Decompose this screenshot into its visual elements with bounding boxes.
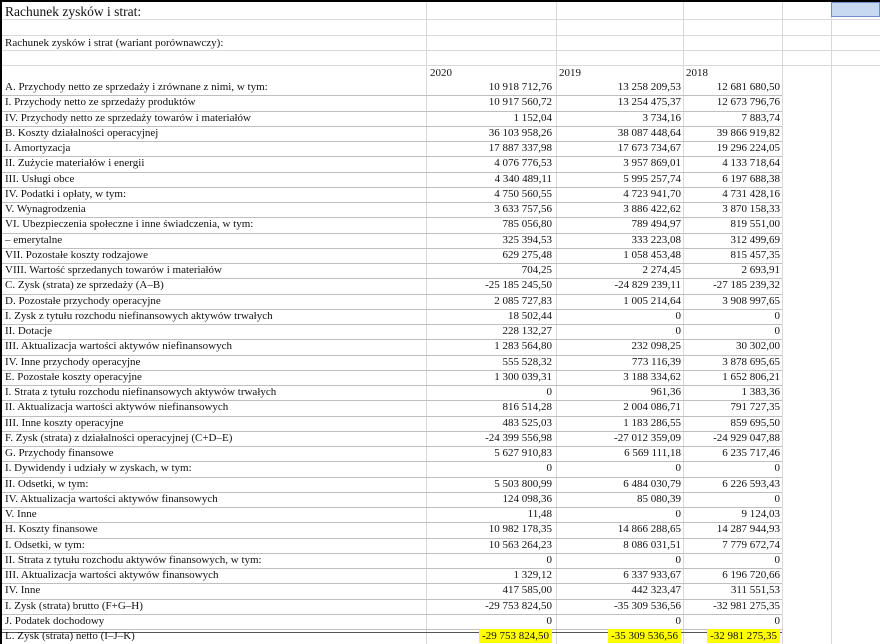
row-label: III. Aktualizacja wartości aktywów niefinansowych (5, 340, 232, 352)
row-value-2019: 6 569 111,18 (624, 447, 681, 459)
row-value-2020: -25 185 245,50 (485, 279, 552, 291)
row-value-2018: 4 133 718,64 (722, 157, 780, 169)
row-value-2018: 791 727,35 (730, 401, 780, 413)
row-label: I. Przychody netto ze sprzedaży produktów (5, 96, 196, 108)
row-value-2018: 3 878 695,65 (722, 356, 780, 368)
row-value-2018: 3 908 997,65 (722, 295, 780, 307)
spreadsheet (2, 2, 880, 644)
row-value-2020: 0 (546, 462, 552, 474)
row-label: III. Usługi obce (5, 173, 75, 185)
row-value-2020: 0 (546, 615, 552, 627)
row-value-2018: 859 695,50 (730, 417, 780, 429)
row-value-2018: 6 226 593,43 (722, 478, 780, 490)
row-label: – emerytalne (5, 234, 63, 246)
row-label: I. Dywidendy i udziały w zyskach, w tym: (5, 462, 192, 474)
row-value-2019: 773 116,39 (631, 356, 681, 368)
row-label: I. Zysk z tytułu rozchodu niefinansowych aktywów trwałych (5, 310, 273, 322)
row-value-2020: 10 918 712,76 (488, 81, 552, 93)
row-value-2018: -32 981 275,35 (713, 600, 780, 612)
row-label: D. Pozostałe przychody operacyjne (5, 295, 161, 307)
row-value-2018: 2 693,91 (741, 264, 780, 276)
sheet-title: Rachunek zysków i strat: (5, 4, 142, 19)
row-value-2019: 2 004 086,71 (623, 401, 681, 413)
row-value-2020: 10 982 178,35 (488, 523, 552, 535)
row-value-2019: 2 274,45 (642, 264, 681, 276)
row-value-2018: -24 929 047,88 (713, 432, 780, 444)
row-label: V. Wynagrodzenia (5, 203, 86, 215)
grid-line (426, 2, 427, 644)
row-value-2019: 14 866 288,65 (617, 523, 681, 535)
row-value-2019: 6 337 933,67 (623, 569, 681, 581)
row-value-2019: 13 254 475,37 (617, 96, 681, 108)
row-value-2020: 11,48 (527, 508, 552, 520)
row-label: II. Dotacje (5, 325, 53, 337)
highlighted-value: -32 981 275,35 (707, 629, 780, 643)
row-value-2019: 232 098,25 (631, 340, 681, 352)
row-label: E. Pozostałe koszty operacyjne (5, 371, 142, 383)
row-value-2019: 3 188 334,62 (623, 371, 681, 383)
row-value-2019: 0 (675, 554, 681, 566)
grid-line (683, 2, 684, 644)
row-value-2018: 0 (774, 325, 780, 337)
row-value-2020: -29 753 824,50 (485, 600, 552, 612)
row-value-2018 (707, 629, 780, 644)
row-value-2020: -24 399 556,98 (485, 432, 552, 444)
row-value-2019: 4 723 941,70 (623, 188, 681, 200)
row-label: III. Aktualizacja wartości aktywów finansowych (5, 569, 219, 581)
row-value-2019: 0 (675, 508, 681, 520)
row-value-2019: -35 309 536,56 (614, 600, 681, 612)
year-header-2019: 2019 (559, 67, 581, 79)
row-label: A. Przychody netto ze sprzedaży i zrównane z nimi, w tym: (5, 81, 268, 93)
row-value-2018: 12 681 680,50 (716, 81, 780, 93)
row-value-2020: 629 275,48 (502, 249, 552, 261)
row-label: I. Amortyzacja (5, 142, 71, 154)
row-value-2018: 1 383,36 (741, 386, 780, 398)
row-value-2018: 30 302,00 (736, 340, 780, 352)
row-value-2020: 36 103 958,26 (488, 127, 552, 139)
row-value-2018: 311 551,53 (730, 584, 780, 596)
row-value-2019: -27 012 359,09 (614, 432, 681, 444)
row-value-2018: 39 866 919,82 (716, 127, 780, 139)
row-label: I. Strata z tytułu rozchodu niefinansowych aktywów trwałych (5, 386, 277, 398)
row-value-2020: 124 098,36 (502, 493, 552, 505)
row-label: I. Zysk (strata) brutto (F+G–H) (5, 600, 143, 612)
row-value-2019: 961,36 (650, 386, 681, 398)
row-label: I. Odsetki, w tym: (5, 539, 85, 551)
row-value-2018: 12 673 796,76 (716, 96, 780, 108)
row-value-2018: 19 296 224,05 (716, 142, 780, 154)
row-value-2018: 7 883,74 (741, 112, 780, 124)
highlighted-value: -35 309 536,56 (608, 629, 681, 643)
grid-line (556, 2, 557, 644)
row-value-2020: 1 329,12 (513, 569, 552, 581)
grid-line (2, 19, 880, 20)
row-value-2020: 1 300 039,31 (494, 371, 552, 383)
row-label: VIII. Wartość sprzedanych towarów i materiałów (5, 264, 222, 276)
row-value-2019: 0 (675, 325, 681, 337)
row-label: J. Podatek dochodowy (5, 615, 105, 627)
row-value-2018: 14 287 944,93 (716, 523, 780, 535)
row-value-2019: 0 (675, 310, 681, 322)
row-label: II. Strata z tytułu rozchodu aktywów finansowych, w tym: (5, 554, 262, 566)
row-value-2019: 1 058 453,48 (623, 249, 681, 261)
row-value-2019: 17 673 734,67 (617, 142, 681, 154)
row-value-2019: -24 829 239,11 (614, 279, 681, 291)
row-value-2020: 0 (546, 554, 552, 566)
row-value-2018: 1 652 806,21 (722, 371, 780, 383)
row-label: III. Inne koszty operacyjne (5, 417, 124, 429)
row-value-2019: 442 323,47 (631, 584, 681, 596)
row-label: II. Aktualizacja wartości aktywów niefinansowych (5, 401, 229, 413)
row-label: B. Koszty działalności operacyjnej (5, 127, 159, 139)
row-value-2020: 4 340 489,11 (494, 173, 552, 185)
row-value-2019: 3 886 422,62 (623, 203, 681, 215)
row-divider (2, 324, 782, 325)
row-divider (2, 614, 782, 615)
row-value-2018: 0 (774, 493, 780, 505)
row-value-2018: 0 (774, 615, 780, 627)
row-value-2020: 3 633 757,56 (494, 203, 552, 215)
row-value-2018: 0 (774, 554, 780, 566)
selected-cell[interactable] (831, 2, 880, 17)
row-value-2019: 85 080,39 (637, 493, 681, 505)
year-header-2018: 2018 (686, 67, 708, 79)
row-value-2019: 38 087 448,64 (617, 127, 681, 139)
sheet-subtitle: Rachunek zysków i strat (wariant porównawczy): (5, 37, 224, 49)
row-value-2020: 18 502,44 (508, 310, 552, 322)
row-label: VI. Ubezpieczenia społeczne i inne świadczenia, w tym: (5, 218, 254, 230)
row-value-2020: 555 528,32 (502, 356, 552, 368)
row-label: IV. Przychody netto ze sprzedaży towarów i materiałów (5, 112, 251, 124)
highlighted-value: -29 753 824,50 (479, 629, 552, 643)
row-value-2020: 704,25 (521, 264, 552, 276)
row-value-2020: 785 056,80 (502, 218, 552, 230)
row-value-2020: 17 887 337,98 (488, 142, 552, 154)
row-value-2020: 5 503 800,99 (494, 478, 552, 490)
grid-line (2, 35, 880, 36)
row-value-2020: 483 525,03 (502, 417, 552, 429)
row-value-2018: 3 870 158,33 (722, 203, 780, 215)
row-divider (2, 507, 782, 508)
row-value-2019: 13 258 209,53 (617, 81, 681, 93)
row-value-2018: 6 235 717,46 (722, 447, 780, 459)
row-label: II. Odsetki, w tym: (5, 478, 89, 490)
row-value-2018: 6 196 720,66 (722, 569, 780, 581)
grid-line (831, 2, 832, 644)
row-value-2019: 5 995 257,74 (623, 173, 681, 185)
row-value-2020: 0 (546, 386, 552, 398)
row-value-2019: 3 734,16 (642, 112, 681, 124)
row-value-2020: 1 283 564,80 (494, 340, 552, 352)
row-value-2020: 417 585,00 (502, 584, 552, 596)
row-value-2019: 0 (675, 615, 681, 627)
row-value-2018: 0 (774, 310, 780, 322)
grid-line (782, 2, 783, 644)
row-label: II. Zużycie materiałów i energii (5, 157, 145, 169)
grid-line (2, 65, 880, 66)
row-label: IV. Inne przychody operacyjne (5, 356, 141, 368)
row-value-2020: 10 563 264,23 (488, 539, 552, 551)
row-value-2018: 0 (774, 462, 780, 474)
row-value-2020: 2 085 727,83 (494, 295, 552, 307)
row-value-2020: 4 750 560,55 (494, 188, 552, 200)
row-label: F. Zysk (strata) z działalności operacyjnej (C+D–E) (5, 432, 233, 444)
row-label: VII. Pozostałe koszty rodzajowe (5, 249, 148, 261)
row-value-2019: 1 005 214,64 (623, 295, 681, 307)
row-label: IV. Aktualizacja wartości aktywów finansowych (5, 493, 218, 505)
row-label: IV. Inne (5, 584, 41, 596)
grid-line (2, 50, 880, 51)
row-label: L. Zysk (strata) netto (I–J–K) (5, 630, 135, 642)
row-label: G. Przychody finansowe (5, 447, 114, 459)
row-value-2020: 10 917 560,72 (488, 96, 552, 108)
row-value-2018: 819 551,00 (730, 218, 780, 230)
row-value-2020: 325 394,53 (502, 234, 552, 246)
row-value-2018: 4 731 428,16 (722, 188, 780, 200)
row-value-2018: 312 499,69 (730, 234, 780, 246)
row-value-2018: 9 124,03 (741, 508, 780, 520)
row-value-2020: 228 132,27 (502, 325, 552, 337)
row-label: V. Inne (5, 508, 37, 520)
row-value-2019: 0 (675, 462, 681, 474)
row-value-2018: 815 457,35 (730, 249, 780, 261)
row-value-2020: 1 152,04 (513, 112, 552, 124)
row-value-2019: 1 183 286,55 (623, 417, 681, 429)
row-value-2018: 7 779 672,74 (722, 539, 780, 551)
row-value-2020: 5 627 910,83 (494, 447, 552, 459)
row-value-2020 (479, 629, 552, 644)
row-value-2019: 789 494,97 (631, 218, 681, 230)
row-value-2019 (608, 629, 681, 644)
row-value-2020: 4 076 776,53 (494, 157, 552, 169)
row-value-2019: 6 484 030,79 (623, 478, 681, 490)
row-label: H. Koszty finansowe (5, 523, 98, 535)
row-value-2018: 6 197 688,38 (722, 173, 780, 185)
row-label: C. Zysk (strata) ze sprzedaży (A–B) (5, 279, 164, 291)
row-value-2019: 333 223,08 (631, 234, 681, 246)
row-label: IV. Podatki i opłaty, w tym: (5, 188, 126, 200)
row-value-2019: 8 086 031,51 (623, 539, 681, 551)
row-value-2019: 3 957 869,01 (623, 157, 681, 169)
row-value-2020: 816 514,28 (502, 401, 552, 413)
year-header-2020: 2020 (430, 67, 452, 79)
row-value-2018: -27 185 239,32 (713, 279, 780, 291)
